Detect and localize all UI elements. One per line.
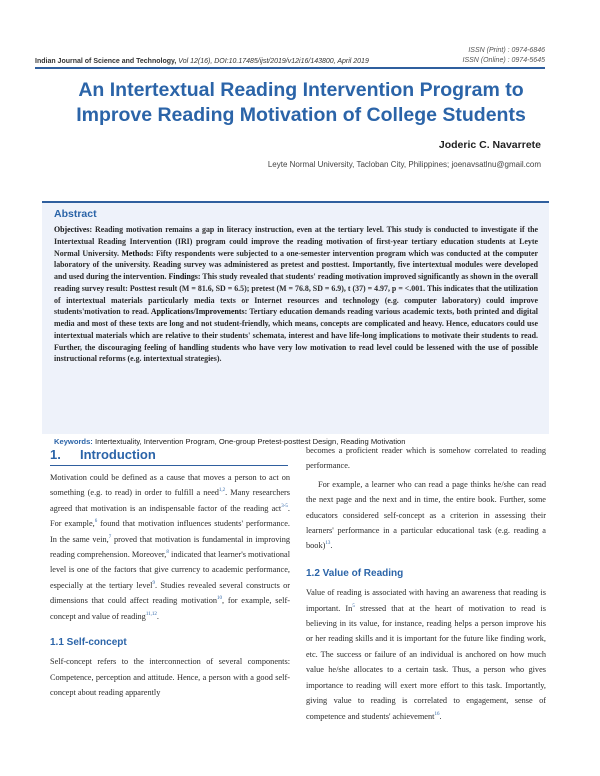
keywords-label: Keywords:: [54, 437, 93, 446]
intro-paragraph: Motivation could be defined as a cause that moves a person to act on something (e.g. to read) in order to fulfill a need$^{1,2}$. Many researchers agreed that motivation is an indispensable factor of the reading act$^{3-5}$. For example,$^6$ found that motivation influences students' performance. In the same vein,$^7$ proved that motivation is fundamental in improving reading comprehension. Moreover,$^8$ indicated that learner's motivational level is one of the factors that give currency to academic performance, especially at the tertiary level$^9$. Studies revealed several constructs or dimensions that could affect reading motivation$^{10}$, for example, self-concept and value of reading$^{11,12}$.: [50, 473, 291, 621]
section-rule: [50, 465, 288, 466]
author-affiliation: Leyte Normal University, Tacloban City, Philippines; joenavsatlnu@gmail.com: [267, 160, 541, 169]
issn-online: ISSN (Online) : 0974-5645: [462, 57, 545, 64]
journal-meta: Vol 12(16), DOI:10.17485/ijst/2019/v12i16/143800, April 2019: [178, 58, 369, 65]
abstract-heading: Abstract: [54, 208, 97, 220]
applications-text: Tertiary education demands reading various academic texts, both printed and digital media and most of these texts are long and not student-friendly, which means, concepts are complicated and heavy. Hence, educators could use intertextual materials which are relative to their students' schemata, interest and have life-long implications to motivate their students to read. Further, the discouraging feeling of handling students who have very low motivation to read level could be lessened with the use of possible instructional reforms (e.g. intertextual strategies).: [54, 307, 538, 364]
methods-label: Methods:: [118, 248, 154, 258]
subsection-heading-self-concept: 1.1 Self-concept: [50, 637, 127, 649]
header-rule: [35, 67, 545, 69]
section-title: Introduction: [80, 447, 156, 462]
journal-citation: [35, 58, 369, 65]
right-column: [306, 443, 546, 724]
findings-text: This study revealed that students' reading motivation improved significantly as shown in the overall reading survey result: Posttest result (M = 81.6, SD = 6.5); pretest (M = 76.8, SD = 6.9), t (37) = 4.97, p = <.001. This indicates that the utilization of intertextual materials particularly media texts or Internet resources and technology (e.g. computer laboratory) could improve students'motivation to read.: [54, 272, 538, 317]
self-concept-paragraph: Self-concept refers to the interconnection of several components: Competence, perception and attitude. Hence, a person with a good self-concept about reading apparently: [50, 657, 290, 698]
author-name: Joderic C. Navarrete: [438, 139, 541, 151]
objectives-label: Objectives:: [54, 225, 93, 234]
methods-text: Fifty respondents were subjected to a one-semester intervention program which was conducted at the computer laboratory of the university. Reading survey was administered as pretest and posttest. Importantly, five intertextual modules were developed and used during the intervention.: [54, 248, 538, 281]
findings-label: Findings:: [166, 272, 201, 281]
abstract-text: [54, 224, 538, 365]
paper-title: [36, 78, 566, 128]
keywords-text: Intertextuality, Intervention Program, One-group Pretest-posttest Design, Reading Motivation: [94, 437, 406, 446]
journal-name: Indian Journal of Science and Technology,: [35, 58, 177, 65]
issn-print: ISSN (Print) : 0974-6846: [468, 47, 545, 54]
right-paragraph-2: For example, a learner who can read a page thinks he/she can read the next page and the next and in time, the entire book. Further, some educators considered self-concept as a criterion in assessing their learners' performance in a particular educational task (e.g. reading a book)$^{13}$.: [306, 479, 546, 551]
issn-block: [463, 46, 546, 66]
value-reading-paragraph: Value of reading is associated with having an awareness that reading is important. In$^5$ stressed that at the heart of motivation to read is believing in its value, for instance, reading helps a person improve his or her reading skills and it is important for the future like finding work, etc. The success or failure of an individual is anchored on how much value he/she allocates to a certain task. Thus, a person who gives importance to reading will exert more effort to this task. Importantly, giving value to reading is correlated to engagement, sense of competence and students' achievement$^{16}$.: [306, 588, 546, 721]
subsection-heading-value-of-reading: 1.2 Value of Reading: [306, 567, 404, 579]
left-column: [50, 470, 290, 701]
title-line-1: An Intertextual Reading Intervention Program to: [78, 79, 524, 101]
section-number: 1.: [50, 447, 61, 462]
applications-label: Applications/Improvements:: [149, 307, 248, 317]
section-heading-introduction: [50, 447, 156, 462]
title-line-2: Improve Reading Motivation of College Students: [76, 104, 526, 126]
objectives-text: Reading motivation remains a gap in literacy instruction, even at the tertiary level. This study is conducted to investigate if the Intertextual Reading Intervention (IRI) program could improve the reading motivation of first-year tertiary education students at Leyte Normal University.: [54, 225, 538, 258]
right-paragraph-1: becomes a proficient reader which is somehow correlated to reading performance.: [306, 446, 546, 471]
